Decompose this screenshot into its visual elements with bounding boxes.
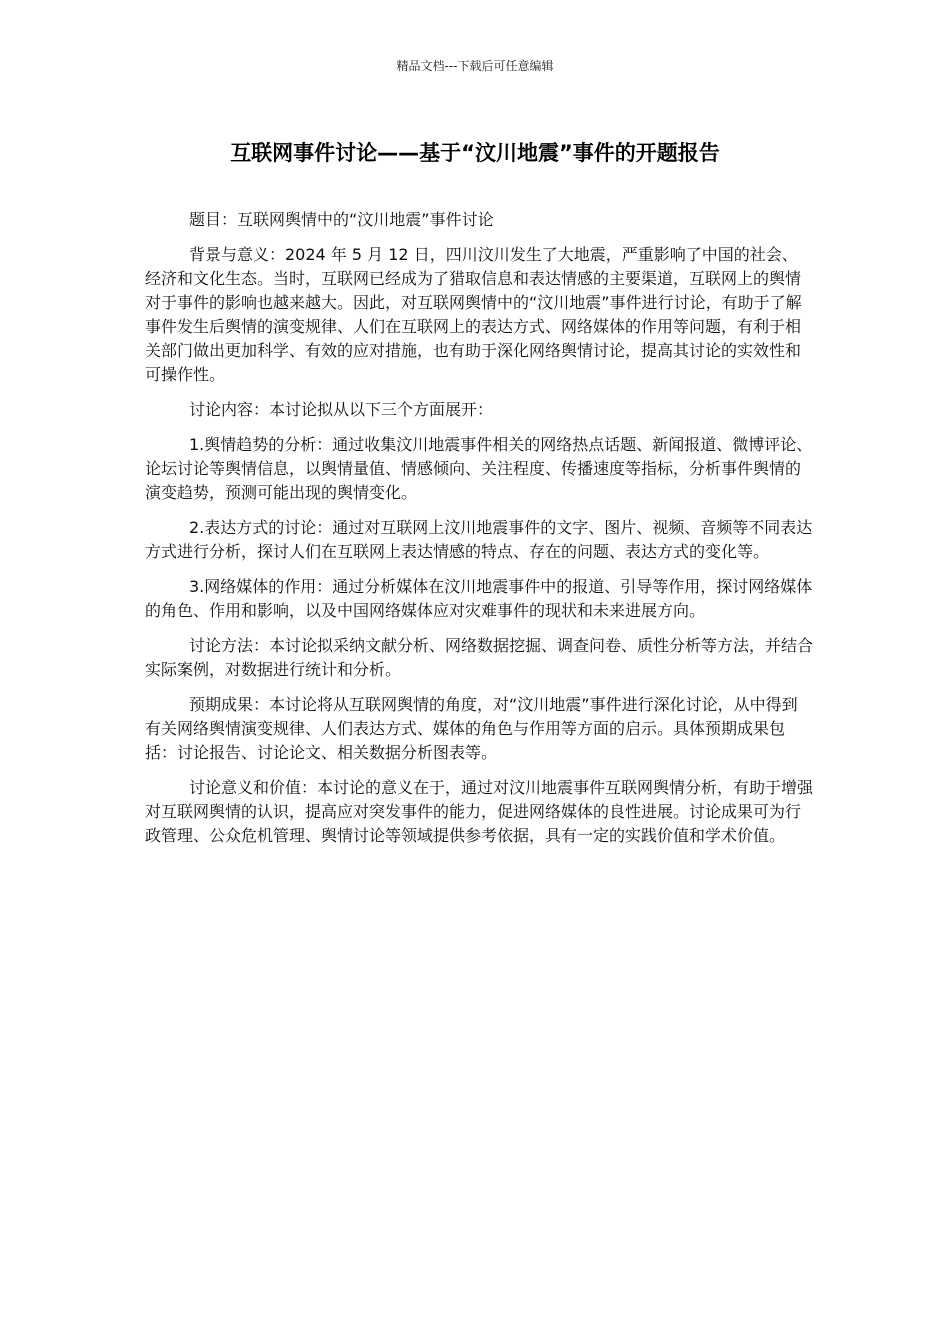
paragraph-topic: 题目：互联网舆情中的“汶川地震”事件讨论 — [189, 210, 494, 229]
document-body — [145, 208, 813, 859]
paragraph-methods: 讨论方法：本讨论拟采纳文献分析、网络数据挖掘、调查问卷、质性分析等方法，并结合实际案例，对数据进行统计和分析。 — [145, 636, 814, 679]
document-title: 互联网事件讨论——基于“汶川地震”事件的开题报告 — [230, 141, 720, 165]
paragraph-media-role: 3.网络媒体的作用：通过分析媒体在汶川地震事件中的报道、引导等作用，探讨网络媒体的角色、作用和影响，以及中国网络媒体应对灾难事件的现状和未来进展方向。 — [145, 577, 813, 620]
header-note: 精品文档---下载后可任意编辑 — [396, 59, 554, 73]
paragraph-background: 背景与意义：2024 年 5 月 12 日，四川汶川发生了大地震，严重影响了中国的社会、经济和文化生态。当时，互联网已经成为了猎取信息和表达情感的主要渠道，互联网上的舆情对于事件的影响也越来越大。因此，对互联网舆情中的“汶川地震”事件进行讨论，有助于了解事件发生后舆情的演变规律、人们在互联网上的表达方式、网络媒体的作用等问题，有利于相关部门做出更加科学、有效的应对措施，也有助于深化网络舆情讨论，提高其讨论的实效性和可操作性。 — [145, 245, 802, 384]
paragraph-trend-analysis: 1.舆情趋势的分析：通过收集汶川地震事件相关的网络热点话题、新闻报道、微博评论、论坛讨论等舆情信息，以舆情量值、情感倾向、关注程度、传播速度等指标，分析事件舆情的演变趋势，预测可能出现的舆情变化。 — [145, 435, 813, 502]
paragraph-significance: 讨论意义和价值：本讨论的意义在于，通过对汶川地震事件互联网舆情分析，有助于增强对互联网舆情的认识，提高应对突发事件的能力，促进网络媒体的良性进展。讨论成果可为行政管理、公众危机管理、舆情讨论等领域提供参考依据，具有一定的实践价值和学术价值。 — [145, 778, 814, 845]
paragraph-expression: 2.表达方式的讨论：通过对互联网上汶川地震事件的文字、图片、视频、音频等不同表达方式进行分析，探讨人们在互联网上表达情感的特点、存在的问题、表达方式的变化等。 — [145, 518, 813, 561]
paragraph-content-intro: 讨论内容：本讨论拟从以下三个方面展开： — [189, 400, 494, 419]
paragraph-expected-results: 预期成果：本讨论将从互联网舆情的角度，对“汶川地震”事件进行深化讨论，从中得到有关网络舆情演变规律、人们表达方式、媒体的角色与作用等方面的启示。具体预期成果包括：讨论报告、讨论论文、相关数据分析图表等。 — [145, 695, 798, 762]
